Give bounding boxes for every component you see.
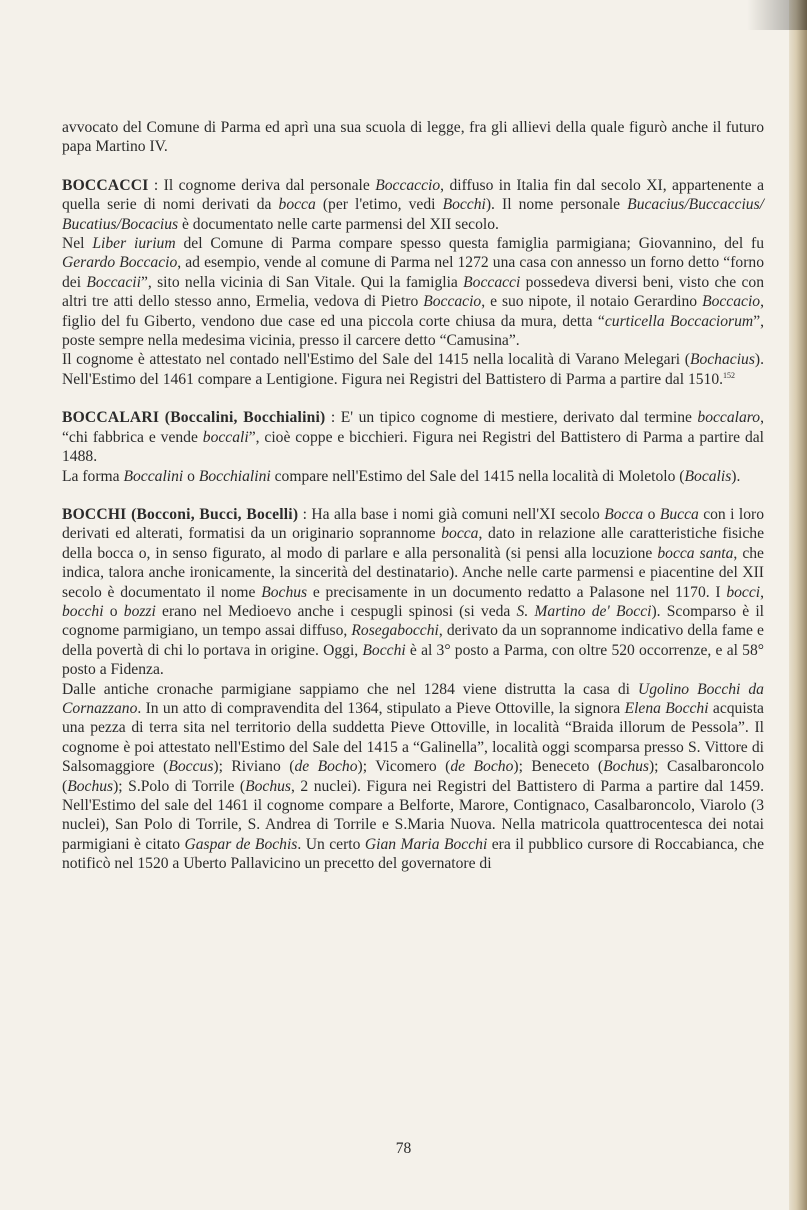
page-edge [789, 0, 807, 1210]
entry-term-boccacci: BOCCACCI [62, 176, 149, 194]
entry-bocchi-p2 [62, 680, 764, 874]
text-run: è al 3° posto a Parma, con oltre 520 occorrenze, e al 58° posto a Fidenza. [62, 641, 764, 679]
text-run: Il cognome è attestato nel contado nell'Estimo del Sale del 1415 nella località di Varano Melegari ( [62, 351, 690, 369]
entry-boccacci-p1 [62, 176, 764, 234]
text-run: è documentato nelle carte parmensi del XII secolo. [178, 215, 499, 233]
italic-run: Gaspar de Bochis [184, 835, 298, 853]
text-run: ). Nell'Estimo del 1461 compare a Lentigione. Figura nei Registri del Battistero di Parma a partire dal 1510. [62, 351, 764, 388]
text-run: La forma [62, 467, 124, 485]
italic-run: Bocalis [684, 467, 732, 485]
italic-run: Rosegabocchi [351, 622, 439, 640]
text-run: con i loro derivati ed alterati, formatisi da un originario soprannome [62, 505, 765, 543]
text-run: o [643, 505, 660, 523]
italic-run: Bocca [604, 505, 644, 523]
text-run: ). Scomparso è il cognome parmigiano, un tempo assai diffuso, [62, 602, 765, 640]
text-run: , “chi fabbrica e vende [62, 409, 764, 446]
italic-run: de Bocho [450, 758, 514, 776]
italic-run: Ugolino Bocchi da Cornazzano [62, 680, 764, 717]
text-run: , che indica, talora anche ironicamente, la sincerità del destinatario). Anche nelle carte parmensi e piacentine del XII secolo è documentato il nome [62, 544, 764, 601]
text-run: ). [731, 467, 741, 485]
text-run: del Comune di Parma compare spesso questa famiglia parmigiana; Giovannino, del fu [175, 235, 764, 253]
text-run: . In un atto di compravendita del 1364, stipulato a Pieve Ottoville, la signora [137, 699, 625, 717]
text-run: , 2 nuclei). Figura nei Registri del Battistero di Parma a partire dal 1459. Nell'Estimo del sale del 1461 il cognome compare a Belforte, Marore, Contignaco, Casalbaroncolo, Viarolo (3 nuclei), San Polo di Torrile, S. Andrea di Torrile e S.Maria Nuova. Nella matricola quattrocentesca dei notai parmigiani è citato [62, 777, 764, 853]
text-run: (per l'etimo, vedi [315, 196, 443, 214]
italic-run: bocca santa [657, 544, 734, 562]
italic-run: bocchi [62, 602, 104, 620]
italic-run: boccali [202, 428, 249, 446]
text-run: , [760, 583, 764, 601]
text-run: Dalle antiche cronache parmigiane sappiamo che nel 1284 viene distrutta la casa di [62, 680, 638, 698]
text-run: ); Riviano ( [213, 758, 295, 776]
text-run: ”, sito nella vicinia di San Vitale. Qui la famiglia [140, 273, 464, 291]
entry-bocchi-p1 [62, 505, 764, 680]
text-run: possedeva diversi beni, visto che con altri tre atti dello stesso anno, Ermelia, vedova di Pietro [62, 273, 764, 311]
italic-run: Bucacius/Buccaccius/ Bucatius/Bocacius [62, 196, 764, 233]
italic-run: Boccacci [463, 273, 521, 291]
text-run: ); Vicomero ( [357, 758, 451, 776]
text-run: o [183, 467, 199, 485]
text-run: o [103, 602, 124, 620]
italic-run: Bocchi [442, 196, 486, 214]
text-run: erano nel Medioevo anche i cespugli spinosi (si veda [155, 602, 517, 620]
italic-run: bocca [278, 196, 316, 214]
text-run: acquista una pezza di terra sita nel territorio della suddetta Pieve Ottoville, in località “Braida illorum de Pessola”. Il cognome è poi attestato nell'Estimo del Sale del 1415 a “Galinella”, località oggi scomparsa presso S. Vittore di Salsomaggiore ( [62, 699, 764, 776]
entry-term-boccalari: BOCCALARI (Boccalini, Bocchialini) [62, 409, 326, 427]
entry-boccalari-p2 [62, 467, 764, 486]
italic-run: Boccacio [423, 293, 482, 311]
text-run: , e suo nipote, il notaio Gerardino [481, 293, 703, 311]
italic-run: S. Martino de' Bocci [516, 602, 652, 620]
italic-run: Bochus [67, 777, 114, 795]
italic-run: curticella Boccaciorum [604, 312, 754, 330]
italic-run: Bocchi [362, 641, 406, 659]
intro-text: avvocato del Comune di Parma ed aprì una sua scuola di legge, fra gli allievi della quale figurò anche il futuro papa Martino IV. [62, 119, 764, 156]
text-run: era il pubblico cursore di Roccabianca, che notificò nel 1520 a Uberto Pallavicino un precetto del governatore di [62, 835, 764, 873]
entry-boccalari-p1 [62, 408, 764, 466]
text-run: : Il cognome deriva dal personale [148, 176, 376, 194]
text-run: e precisamente in un documento redatto a Palasone nel 1170. I [307, 583, 727, 601]
text-run: , diffuso in Italia fin dal secolo XI, appartenente a quella serie di nomi derivati da [62, 176, 764, 214]
italic-run: Bochus [245, 777, 291, 795]
page-shadow [747, 0, 807, 30]
italic-run: Bochacius [689, 351, 755, 369]
text-run: ); Beneceto ( [513, 758, 604, 776]
text-run: compare nell'Estimo del Sale del 1415 nella località di Moletolo ( [270, 467, 685, 485]
text-run: . Un certo [297, 835, 365, 853]
text-run: : E' un tipico cognome di mestiere, derivato dal termine [325, 409, 698, 427]
italic-run: de Bocho [294, 758, 358, 776]
italic-run: Boccacio [702, 293, 761, 311]
italic-run: Bucca [659, 505, 699, 523]
footnote-ref: 152 [723, 370, 736, 380]
italic-run: Bochus [261, 583, 308, 601]
italic-run: bocca [441, 525, 479, 543]
italic-run: bocci [726, 583, 761, 601]
text-run: , derivato da un soprannome indicativo della fame e della povertà di chi lo portava in origine. Oggi, [62, 622, 764, 659]
italic-run: bozzi [123, 602, 156, 620]
text-run: , dato in relazione alle caratteristiche fisiche della bocca o, in senso figurato, al modo di parlare e alla personalità (si pensi alla locuzione [62, 525, 764, 562]
entry-term-bocchi: BOCCHI (Bocconi, Bucci, Bocelli) [62, 505, 299, 523]
italic-run: Gian Maria Bocchi [364, 835, 488, 853]
italic-run: boccalaro [697, 409, 761, 427]
italic-run: Boccalini [123, 467, 184, 485]
entry-boccacci-p3 [62, 350, 764, 389]
italic-run: Elena Bocchi [624, 699, 709, 717]
italic-run: Boccacii [86, 273, 141, 291]
text-run: ); Casalbaroncolo ( [62, 758, 764, 795]
italic-run: Boccaccio [375, 176, 441, 194]
italic-run: Liber iurium [92, 235, 176, 253]
text-run: ); S.Polo di Torrile ( [113, 777, 246, 795]
text-run: ”, cioè coppe e bicchieri. Figura nei Registri del Battistero di Parma a partire dal 1488. [62, 428, 765, 466]
text-run: Nel [62, 235, 93, 253]
text-run: , ad esempio, vende al comune di Parma nel 1272 una casa con annesso un forno detto “forno dei [62, 254, 764, 291]
text-run: ”, poste sempre nella medesima vicinia, presso il carcere detto “Camusina”. [62, 312, 765, 350]
text-run: : Ha alla base i nomi già comuni nell'XI secolo [298, 505, 605, 523]
entry-boccacci-p2 [62, 234, 764, 350]
italic-run: Bocchialini [198, 467, 271, 485]
text-run: , figlio del fu Giberto, vendono due case ed una piccola corte chiusa da mura, detta “ [62, 293, 764, 330]
page-body [62, 118, 764, 874]
text-run: ). Il nome personale [485, 196, 628, 214]
italic-run: Boccus [168, 758, 214, 776]
page-number: 78 [395, 1140, 412, 1157]
intro-paragraph [62, 118, 764, 157]
italic-run: Bochus [603, 758, 649, 776]
italic-run: Gerardo Boccacio [62, 254, 178, 272]
